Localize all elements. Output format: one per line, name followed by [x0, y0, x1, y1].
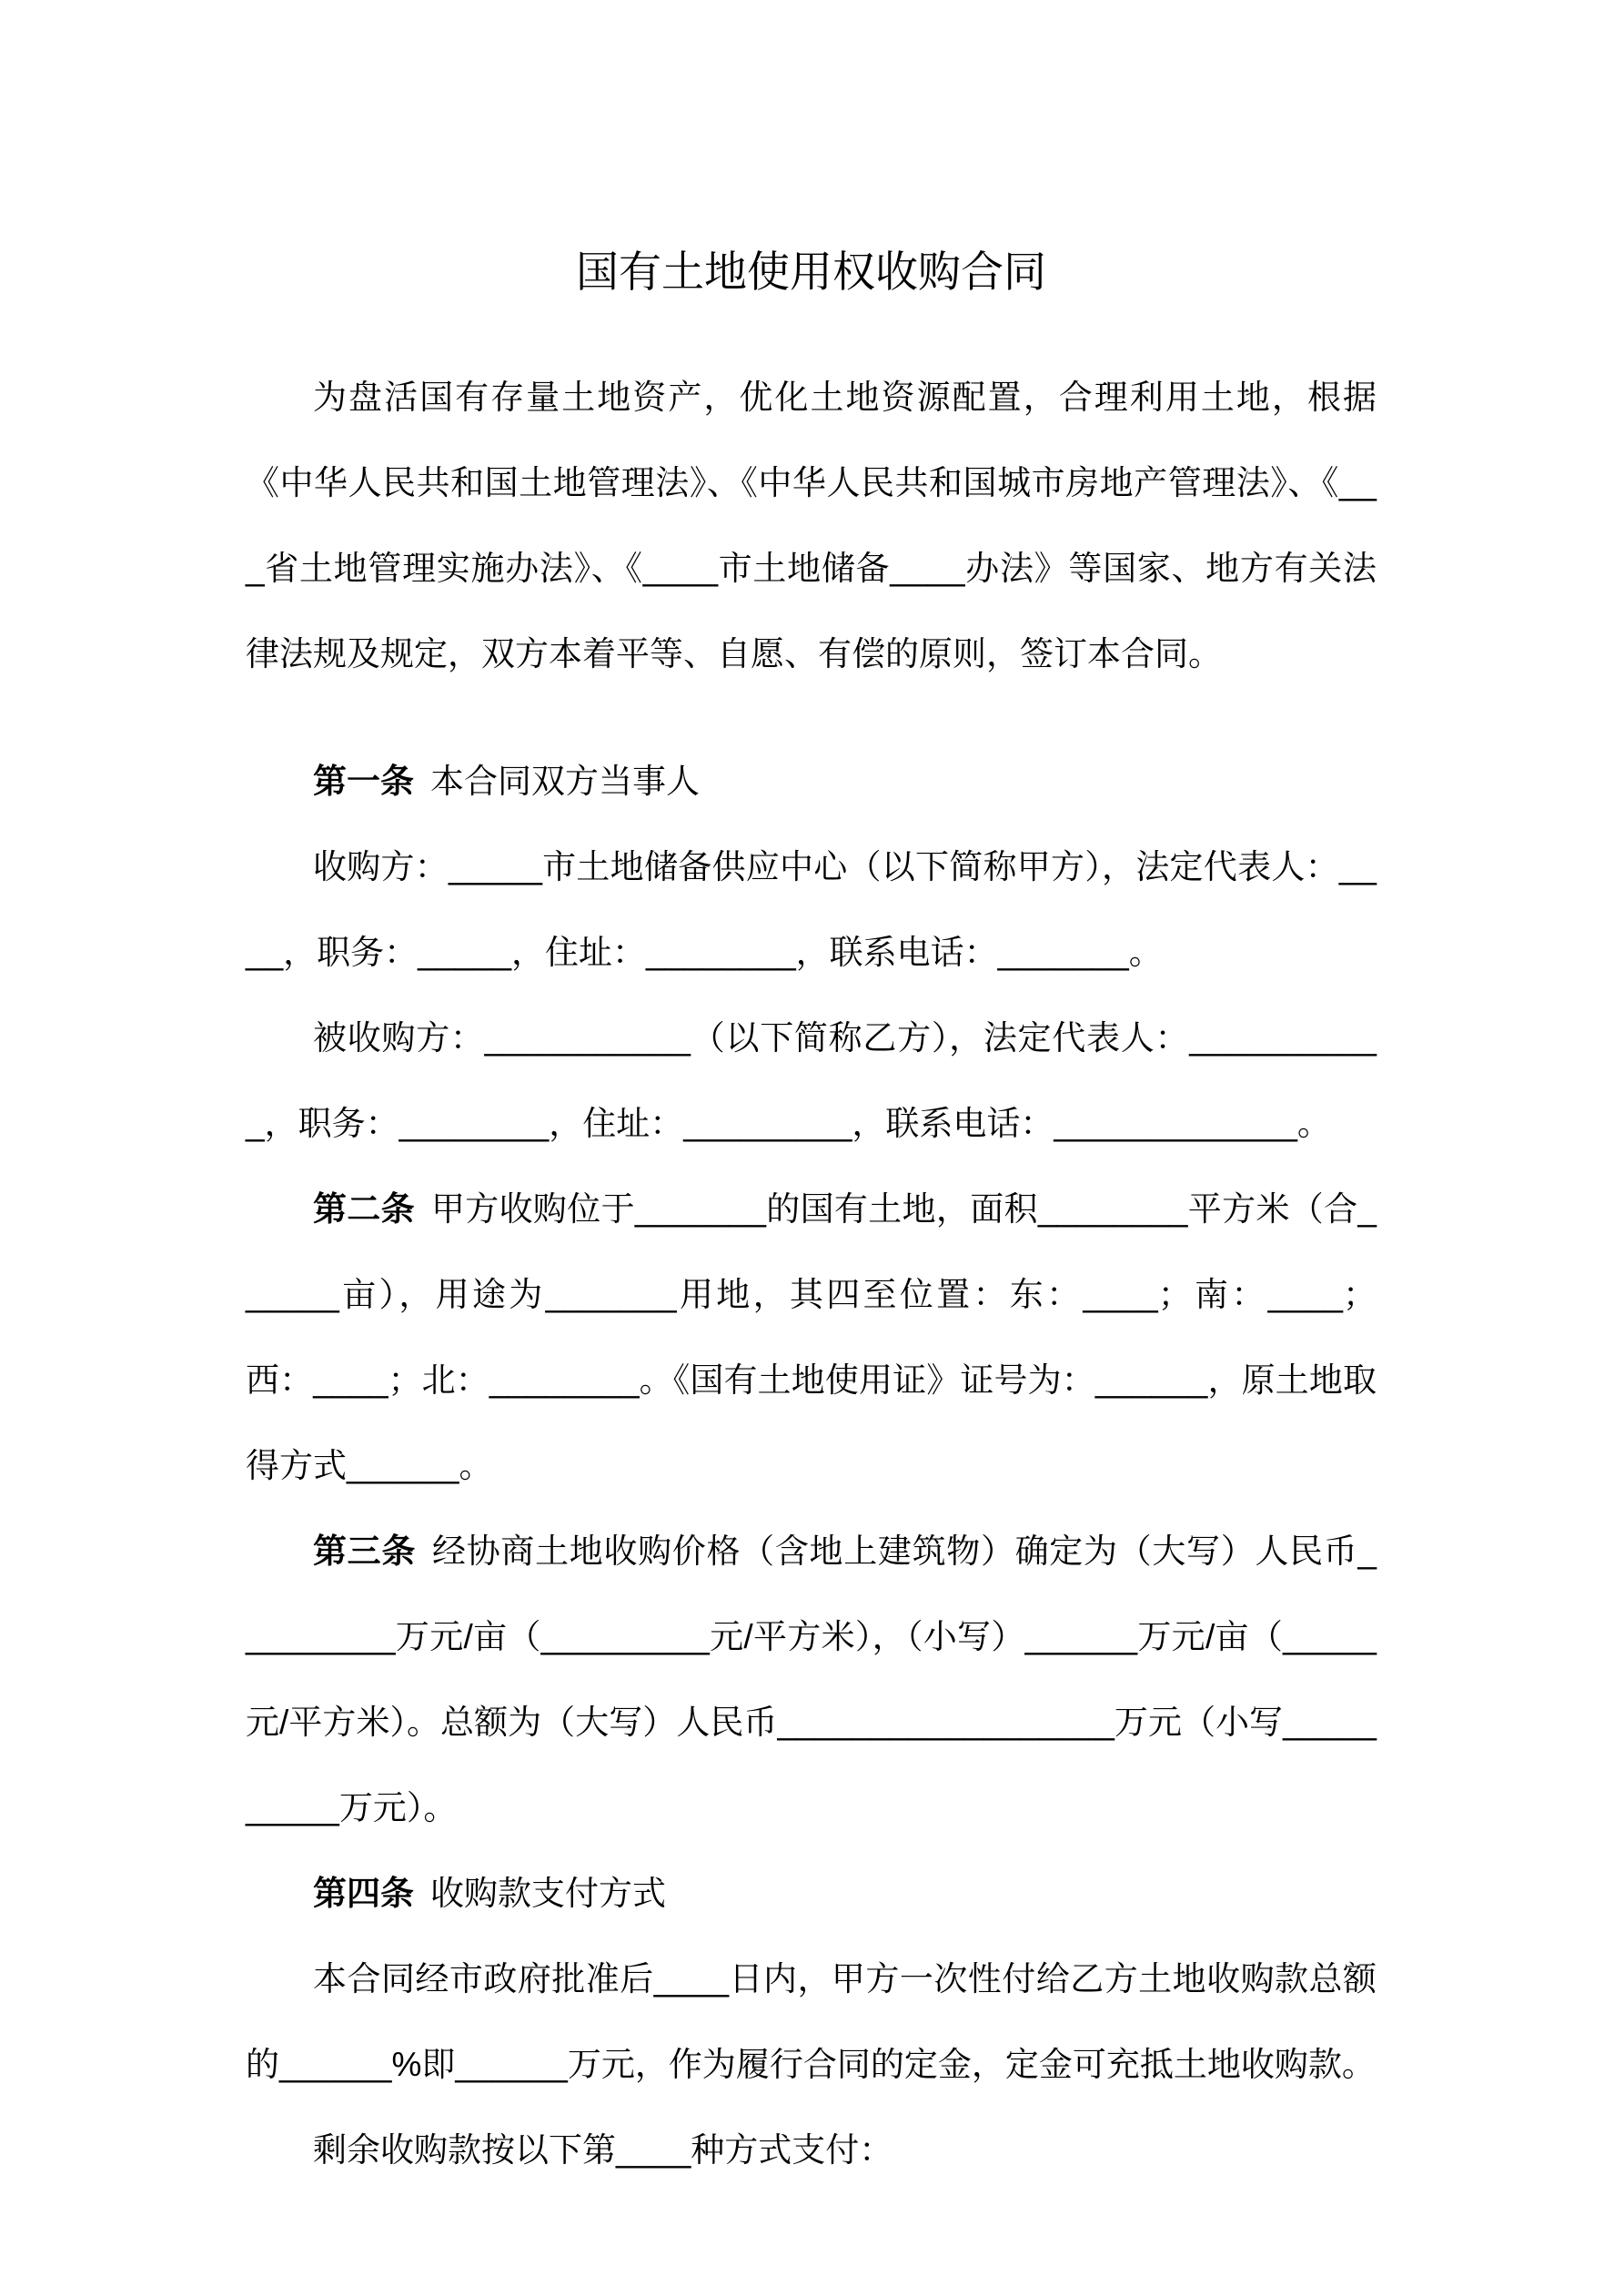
- contract-paragraph: [246, 1851, 1377, 1937]
- contract-paragraph: [246, 824, 1377, 996]
- contract-paragraph: [246, 355, 1377, 697]
- contract-paragraph: [246, 739, 1377, 824]
- paragraph-text: 收购方：_____市土地储备供应中心（以下简称甲方），法定代表人：____，职务：_____，住址：________，联系电话：_______。: [246, 848, 1377, 971]
- clause-label: 第一条: [313, 763, 414, 800]
- clause-label: 第四条: [313, 1875, 414, 1912]
- contract-paragraph: [246, 1509, 1377, 1851]
- contract-paragraph: [246, 1937, 1377, 2108]
- document-body: [246, 355, 1377, 2193]
- paragraph-text: 为盘活国有存量土地资产，优化土地资源配置，合理利用土地，根据《中华人民共和国土地管理法》、《中华人民共和国城市房地产管理法》、《___省土地管理实施办法》、《____市土地储备____办法》等国家、地方有关法律法规及规定，双方本着平等、自愿、有偿的原则，签订本合同。: [246, 379, 1377, 673]
- paragraph-text: 收购款支付方式: [430, 1875, 666, 1912]
- page-title: 国有土地使用权收购合同: [576, 248, 1046, 296]
- paragraph-text: 被收购方：___________（以下简称乙方），法定代表人：___________，职务：________，住址：_________，联系电话：_____________。: [246, 1019, 1377, 1142]
- contract-paragraph: [246, 1167, 1377, 1509]
- paragraph-text: 甲方收购位于_______的国有土地，面积________平方米（合______亩），用途为_______用地，其四至位置：东：____；南：____；西：____；北：________。《国有土地使用证》证号为：______，原土地取得方式______。: [246, 1190, 1377, 1484]
- contract-paragraph: [246, 996, 1377, 1167]
- paragraph-text: 剩余收购款按以下第____种方式支付：: [313, 2131, 893, 2169]
- paragraph-text: 本合同经市政府批准后____日内，甲方一次性付给乙方土地收购款总额的______%即______万元，作为履行合同的定金，定金可充抵土地收购款。: [246, 1960, 1377, 2083]
- contract-paragraph: [246, 2108, 1377, 2193]
- clause-label: 第二条: [313, 1190, 415, 1228]
- clause-label: 第三条: [313, 1532, 417, 1570]
- paragraph-text: 经协商土地收购价格（含地上建筑物）确定为（大写）人民币_________万元/亩（_________元/平方米），（小写）______万元/亩（_____元/平方米）。总额为（大写）人民币__________________万元（小写__________万元）。: [246, 1532, 1377, 1826]
- paragraph-text: 本合同双方当事人: [430, 763, 700, 800]
